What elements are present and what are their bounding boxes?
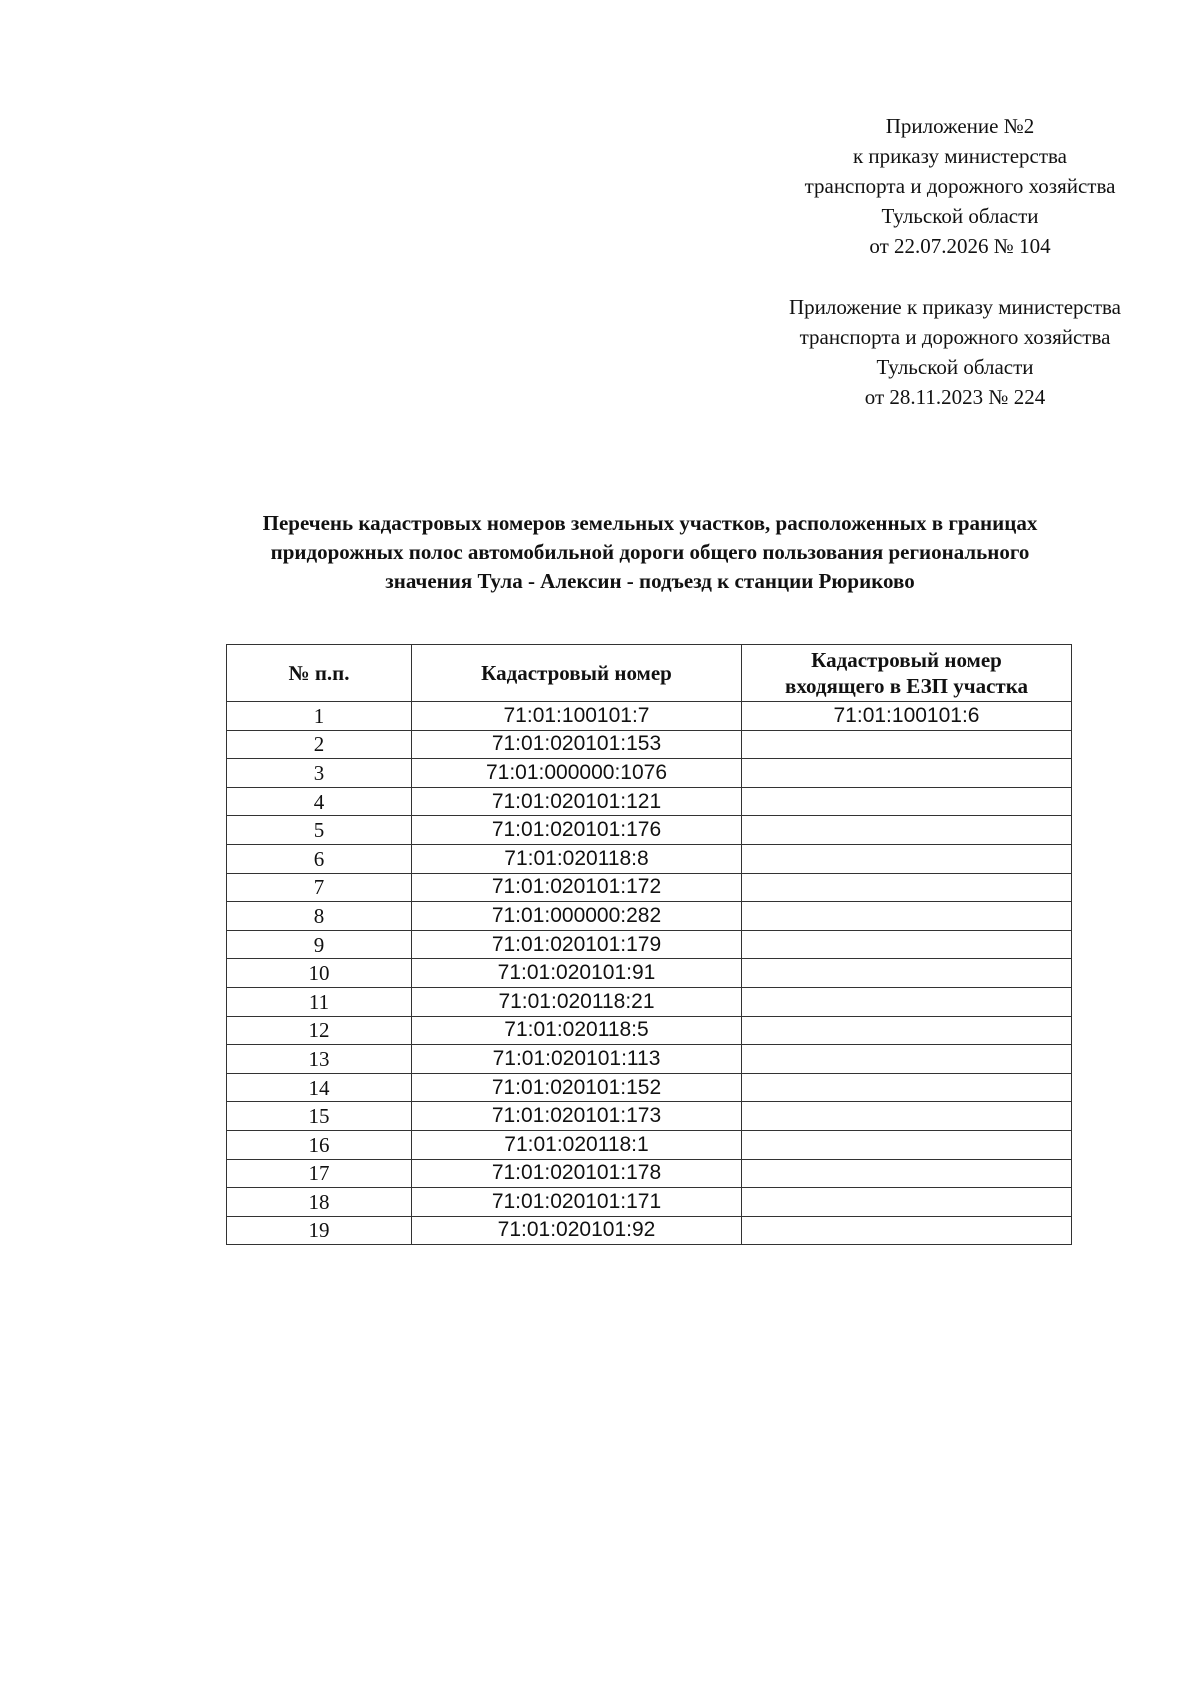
table-header-row xyxy=(227,645,1072,702)
table-body xyxy=(227,702,1072,1245)
appendix-line: Приложение к приказу министерства xyxy=(789,295,1121,319)
title-line: Перечень кадастровых номеров земельных участков, расположенных в границах xyxy=(262,511,1038,535)
table-row xyxy=(227,1102,1072,1131)
title-line: придорожных полос автомобильной дороги общего пользования регионального xyxy=(270,540,1030,564)
table-row xyxy=(227,1130,1072,1159)
ezp-cadastral-number-cell xyxy=(742,759,1072,788)
row-number-cell: 14 xyxy=(227,1073,412,1102)
column-header-ezp-line1: Кадастровый номер xyxy=(811,648,1002,672)
row-number-cell: 4 xyxy=(227,787,412,816)
ezp-cadastral-number-cell xyxy=(742,930,1072,959)
table-row xyxy=(227,873,1072,902)
cadastral-number-cell: 71:01:020101:91 xyxy=(412,959,742,988)
ezp-cadastral-number-cell xyxy=(742,1188,1072,1217)
row-number-cell: 8 xyxy=(227,902,412,931)
table-row xyxy=(227,1188,1072,1217)
table-row xyxy=(227,1073,1072,1102)
cadastral-number-cell: 71:01:020118:8 xyxy=(412,844,742,873)
cadastral-number-cell: 71:01:020101:113 xyxy=(412,1045,742,1074)
table-row xyxy=(227,1159,1072,1188)
ezp-cadastral-number-cell xyxy=(742,730,1072,759)
table-row xyxy=(227,702,1072,731)
ezp-cadastral-number-cell xyxy=(742,1130,1072,1159)
cadastral-number-cell: 71:01:020101:179 xyxy=(412,930,742,959)
ezp-cadastral-number-cell xyxy=(742,844,1072,873)
cadastral-number-cell: 71:01:020101:153 xyxy=(412,730,742,759)
row-number-cell: 15 xyxy=(227,1102,412,1131)
table-row xyxy=(227,787,1072,816)
appendix-date-line: от 28.11.2023 № 224 xyxy=(864,385,1046,409)
title-line: значения Тула - Алексин - подъезд к станции Рюриково xyxy=(385,569,915,593)
row-number-cell: 18 xyxy=(227,1188,412,1217)
cadastral-number-cell: 71:01:020118:21 xyxy=(412,987,742,1016)
appendix-line: транспорта и дорожного хозяйства xyxy=(804,174,1116,198)
row-number-cell: 10 xyxy=(227,959,412,988)
ezp-cadastral-number-cell xyxy=(742,1102,1072,1131)
ezp-cadastral-number-cell xyxy=(742,1016,1072,1045)
column-header-cadastral: Кадастровый номер xyxy=(412,645,742,702)
row-number-cell: 11 xyxy=(227,987,412,1016)
appendix-line: к приказу министерства xyxy=(852,144,1068,168)
cadastral-number-cell: 71:01:100101:7 xyxy=(412,702,742,731)
ezp-cadastral-number-cell xyxy=(742,1159,1072,1188)
cadastral-number-cell: 71:01:020101:173 xyxy=(412,1102,742,1131)
cadastral-number-cell: 71:01:020101:172 xyxy=(412,873,742,902)
ezp-cadastral-number-cell xyxy=(742,1216,1072,1245)
table-row xyxy=(227,987,1072,1016)
appendix-2-header xyxy=(740,111,1180,261)
table-row xyxy=(227,1016,1072,1045)
cadastral-number-cell: 71:01:020101:178 xyxy=(412,1159,742,1188)
appendix-line: Тульской области xyxy=(881,204,1039,228)
row-number-cell: 7 xyxy=(227,873,412,902)
appendix-original-header xyxy=(740,292,1170,412)
table-row xyxy=(227,930,1072,959)
row-number-cell: 16 xyxy=(227,1130,412,1159)
document-title xyxy=(180,509,1120,596)
table-row xyxy=(227,902,1072,931)
appendix-line: Приложение №2 xyxy=(885,114,1035,138)
ezp-cadastral-number-cell xyxy=(742,787,1072,816)
ezp-cadastral-number-cell xyxy=(742,1045,1072,1074)
cadastral-table xyxy=(226,644,1072,1245)
ezp-cadastral-number-cell xyxy=(742,816,1072,845)
cadastral-number-cell: 71:01:000000:282 xyxy=(412,902,742,931)
row-number-cell: 9 xyxy=(227,930,412,959)
cadastral-number-cell: 71:01:000000:1076 xyxy=(412,759,742,788)
row-number-cell: 17 xyxy=(227,1159,412,1188)
table-row xyxy=(227,844,1072,873)
cadastral-number-cell: 71:01:020101:92 xyxy=(412,1216,742,1245)
ezp-cadastral-number-cell xyxy=(742,1073,1072,1102)
ezp-cadastral-number-cell xyxy=(742,873,1072,902)
table-row xyxy=(227,816,1072,845)
row-number-cell: 13 xyxy=(227,1045,412,1074)
ezp-cadastral-number-cell: 71:01:100101:6 xyxy=(742,702,1072,731)
appendix-line: транспорта и дорожного хозяйства xyxy=(799,325,1111,349)
table-row xyxy=(227,730,1072,759)
appendix-date-line: от 22.07.2026 № 104 xyxy=(869,234,1051,258)
row-number-cell: 3 xyxy=(227,759,412,788)
row-number-cell: 12 xyxy=(227,1016,412,1045)
row-number-cell: 2 xyxy=(227,730,412,759)
cadastral-number-cell: 71:01:020118:5 xyxy=(412,1016,742,1045)
cadastral-number-cell: 71:01:020101:152 xyxy=(412,1073,742,1102)
row-number-cell: 19 xyxy=(227,1216,412,1245)
table-row xyxy=(227,959,1072,988)
cadastral-number-cell: 71:01:020118:1 xyxy=(412,1130,742,1159)
row-number-cell: 5 xyxy=(227,816,412,845)
ezp-cadastral-number-cell xyxy=(742,959,1072,988)
column-header-ezp-line2: входящего в ЕЗП участка xyxy=(784,674,1029,698)
column-header-ezp xyxy=(742,645,1072,702)
cadastral-number-cell: 71:01:020101:171 xyxy=(412,1188,742,1217)
row-number-cell: 1 xyxy=(227,702,412,731)
appendix-line: Тульской области xyxy=(876,355,1034,379)
ezp-cadastral-number-cell xyxy=(742,902,1072,931)
table-row xyxy=(227,1045,1072,1074)
table-header xyxy=(227,645,1072,702)
ezp-cadastral-number-cell xyxy=(742,987,1072,1016)
column-header-num: № п.п. xyxy=(227,645,412,702)
table-row xyxy=(227,759,1072,788)
row-number-cell: 6 xyxy=(227,844,412,873)
table-row xyxy=(227,1216,1072,1245)
cadastral-number-cell: 71:01:020101:121 xyxy=(412,787,742,816)
cadastral-number-cell: 71:01:020101:176 xyxy=(412,816,742,845)
